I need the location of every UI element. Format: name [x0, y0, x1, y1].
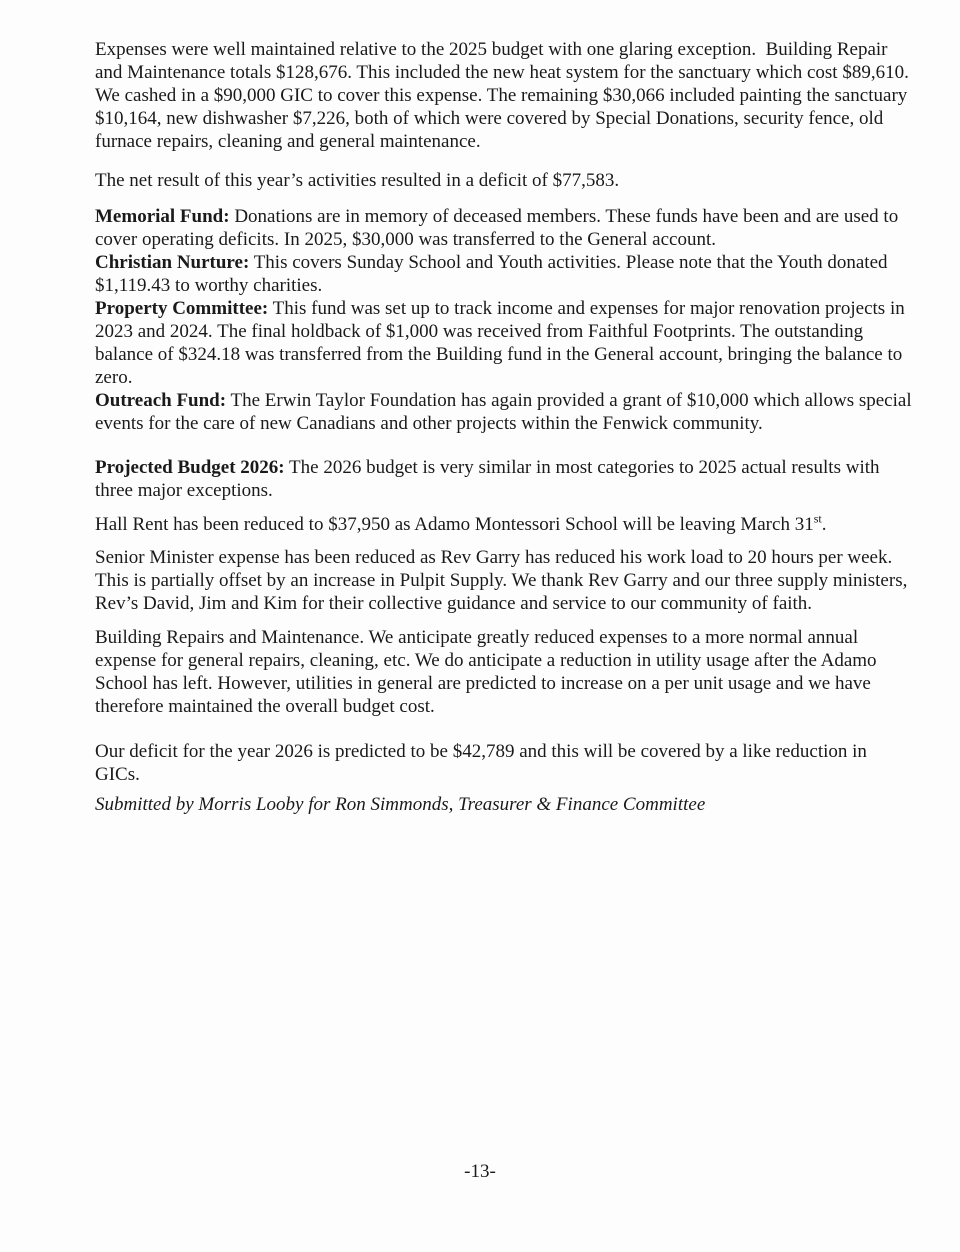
fund-outreach-text: The Erwin Taylor Foundation has again provided a grant of $10,000 which allows special events for the care of new Canadians and other projects within the Fenwick community. [95, 390, 917, 434]
paragraph-expenses-summary: Expenses were well maintained relative to the 2025 budget with one glaring exception. Building Repair and Maintenance totals $128,676. This included the new heat system for the sanctuary which cost $89,610. We cashed in a $90,000 GIC to cover this expense. The remaining $30,066 included painting the sanctuary $10,164, new dishwasher $7,226, both of which were covered by Special Donations, security fence, old furnace repairs, cleaning and general maintenance. [95, 39, 914, 152]
page-number: -13- [464, 1161, 496, 1182]
paragraph-senior-minister: Senior Minister expense has been reduced as Rev Garry has reduced his work load to 20 hours per week. This is partially offset by an increase in Pulpit Supply. We thank Rev Garry and our three supply ministers, Rev’s David, Jim and Kim for their collective guidance and service to our community of faith. [95, 547, 913, 614]
hall-rent-text: Hall Rent has been reduced to $37,950 as Adamo Montessori School will be leaving March 31 [95, 514, 814, 535]
fund-reports-block [95, 205, 917, 435]
fund-outreach [95, 389, 917, 435]
fund-outreach-label: Outreach Fund: [95, 390, 227, 411]
paragraph-hall-rent [95, 513, 914, 536]
hall-rent-ordinal-superscript: st [813, 511, 822, 526]
fund-memorial-text: Donations are in memory of deceased members. These funds have been and are used to cover operating deficits. In 2025, $30,000 was transferred to the General account. [95, 206, 903, 250]
fund-property-committee-text: This fund was set up to track income and expenses for major renovation projects in 2023 and 2024. The final holdback of $1,000 was received from Faithful Footprints. The outstanding balance of $324.18 was transferred from the Building fund in the General account, bringing the balance to zero. [95, 298, 910, 388]
fund-christian-nurture-label: Christian Nurture: [95, 252, 250, 273]
paragraph-projected-budget [95, 456, 914, 502]
fund-property-committee [95, 297, 914, 389]
paragraph-deficit-2026: Our deficit for the year 2026 is predicted to be $42,789 and this will be covered by a like reduction in GICs. [95, 741, 872, 785]
paragraph-building-repairs: Building Repairs and Maintenance. We anticipate greatly reduced expenses to a more normal annual expense for general repairs, cleaning, etc. We do anticipate a reduction in utility usage after the Adamo School has left. However, utilities in general are predicted to increase on a per unit usage and we have therefore maintained the overall budget cost. [95, 627, 882, 717]
projected-budget-label: Projected Budget 2026: [95, 457, 285, 478]
fund-memorial [95, 205, 914, 251]
hall-rent-period: . [821, 514, 827, 535]
signature-line: Submitted by Morris Looby for Ron Simmonds, Treasurer & Finance Committee [95, 794, 706, 815]
paragraph-net-result: The net result of this year’s activities resulted in a deficit of $77,583. [95, 170, 620, 191]
fund-property-committee-label: Property Committee: [95, 298, 269, 319]
fund-christian-nurture [95, 251, 914, 297]
fund-memorial-label: Memorial Fund: [95, 206, 230, 227]
projected-budget-text: The 2026 budget is very similar in most categories to 2025 actual results with three major exceptions. [95, 457, 885, 501]
fund-christian-nurture-text: This covers Sunday School and Youth activities. Please note that the Youth donated $1,119.43 to worthy charities. [95, 252, 893, 296]
